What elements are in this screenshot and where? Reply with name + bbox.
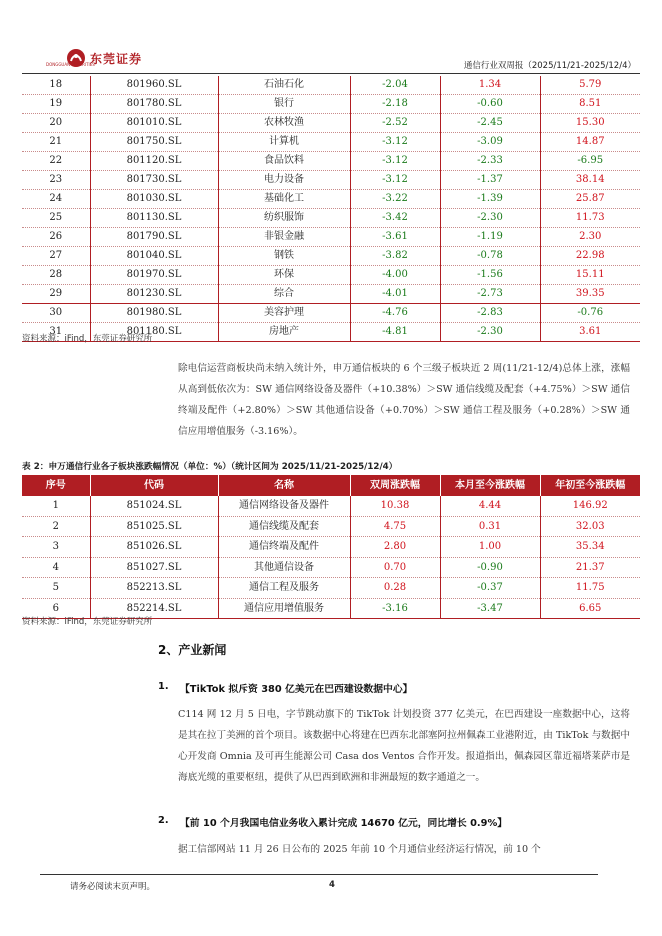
biweekly-change-cell: 2.80 bbox=[350, 537, 440, 558]
ytd-change-cell: 11.73 bbox=[540, 209, 640, 228]
table-row bbox=[22, 114, 640, 133]
mtd-change-cell: -0.37 bbox=[440, 578, 540, 599]
code-cell: 851025.SL bbox=[90, 516, 218, 537]
ytd-change-cell: 35.34 bbox=[540, 537, 640, 558]
table-row bbox=[22, 537, 640, 558]
mtd-change-cell: -0.78 bbox=[440, 247, 540, 266]
code-cell: 851027.SL bbox=[90, 557, 218, 578]
news-1-number: 1. bbox=[158, 681, 169, 692]
table-row bbox=[22, 516, 640, 537]
mtd-change-cell: -1.39 bbox=[440, 190, 540, 209]
rank-cell: 19 bbox=[22, 95, 90, 114]
table-row bbox=[22, 133, 640, 152]
mtd-change-cell: -1.37 bbox=[440, 171, 540, 190]
biweekly-change-cell: -3.12 bbox=[350, 171, 440, 190]
code-cell: 801230.SL bbox=[90, 285, 218, 304]
rank-cell: 24 bbox=[22, 190, 90, 209]
ytd-change-cell: 5.79 bbox=[540, 76, 640, 95]
biweekly-change-cell: -3.82 bbox=[350, 247, 440, 266]
ytd-change-cell: -6.95 bbox=[540, 152, 640, 171]
code-cell: 801750.SL bbox=[90, 133, 218, 152]
biweekly-change-cell: 4.75 bbox=[350, 516, 440, 537]
ytd-change-cell: 32.03 bbox=[540, 516, 640, 537]
name-cell: 基础化工 bbox=[218, 190, 350, 209]
table-row bbox=[22, 496, 640, 516]
rank-cell: 26 bbox=[22, 228, 90, 247]
name-cell: 石油石化 bbox=[218, 76, 350, 95]
rank-cell: 31 bbox=[22, 323, 90, 342]
header-divider bbox=[22, 73, 640, 74]
code-cell: 801130.SL bbox=[90, 209, 218, 228]
rank-cell: 28 bbox=[22, 266, 90, 285]
mtd-change-cell: -3.09 bbox=[440, 133, 540, 152]
biweekly-change-cell: 10.38 bbox=[350, 496, 440, 516]
rank-cell: 21 bbox=[22, 133, 90, 152]
mtd-change-cell: -2.83 bbox=[440, 304, 540, 323]
header-name: 名称 bbox=[218, 475, 350, 496]
subsector-table bbox=[22, 475, 640, 619]
name-cell: 通信线缆及配套 bbox=[218, 516, 350, 537]
header-mtd: 本月至今涨跌幅 bbox=[440, 475, 540, 496]
biweekly-change-cell: -3.12 bbox=[350, 152, 440, 171]
name-cell: 通信工程及服务 bbox=[218, 578, 350, 599]
ytd-change-cell: 6.65 bbox=[540, 598, 640, 619]
ytd-change-cell: 15.11 bbox=[540, 266, 640, 285]
table-row bbox=[22, 76, 640, 95]
biweekly-change-cell: -2.04 bbox=[350, 76, 440, 95]
rank-cell: 29 bbox=[22, 285, 90, 304]
name-cell: 通信网络设备及器件 bbox=[218, 496, 350, 516]
mtd-change-cell: -1.19 bbox=[440, 228, 540, 247]
news-2-title: 【前 10 个月我国电信业务收入累计完成 14670 亿元，同比增长 0.9%】 bbox=[180, 818, 508, 829]
name-cell: 电力设备 bbox=[218, 171, 350, 190]
rank-cell: 6 bbox=[22, 598, 90, 619]
code-cell: 801010.SL bbox=[90, 114, 218, 133]
report-title: 通信行业双周报（2025/11/21-2025/12/4） bbox=[463, 61, 636, 71]
name-cell: 通信终端及配件 bbox=[218, 537, 350, 558]
name-cell: 食品饮料 bbox=[218, 152, 350, 171]
table-row bbox=[22, 266, 640, 285]
name-cell: 钢铁 bbox=[218, 247, 350, 266]
name-cell: 银行 bbox=[218, 95, 350, 114]
table-row bbox=[22, 190, 640, 209]
rank-cell: 3 bbox=[22, 537, 90, 558]
mtd-change-cell: -2.30 bbox=[440, 323, 540, 342]
name-cell: 非银金融 bbox=[218, 228, 350, 247]
biweekly-change-cell: -2.52 bbox=[350, 114, 440, 133]
code-cell: 801030.SL bbox=[90, 190, 218, 209]
logo-subtitle: DONGGUAN SECURITIES bbox=[46, 62, 95, 67]
name-cell: 计算机 bbox=[218, 133, 350, 152]
biweekly-change-cell: -4.81 bbox=[350, 323, 440, 342]
code-cell: 851024.SL bbox=[90, 496, 218, 516]
name-cell: 美容护理 bbox=[218, 304, 350, 323]
ytd-change-cell: 38.14 bbox=[540, 171, 640, 190]
ytd-change-cell: 15.30 bbox=[540, 114, 640, 133]
name-cell: 房地产 bbox=[218, 323, 350, 342]
rank-cell: 27 bbox=[22, 247, 90, 266]
table2-source: 资料来源：iFind，东莞证券研究所 bbox=[22, 617, 153, 627]
footer-disclaimer: 请务必阅读末页声明。 bbox=[70, 882, 156, 892]
news-1-title: 【TikTok 拟斥资 380 亿美元在巴西建设数据中心】 bbox=[180, 684, 413, 695]
name-cell: 其他通信设备 bbox=[218, 557, 350, 578]
code-cell: 801780.SL bbox=[90, 95, 218, 114]
table-row bbox=[22, 228, 640, 247]
name-cell: 通信应用增值服务 bbox=[218, 598, 350, 619]
mtd-change-cell: 0.31 bbox=[440, 516, 540, 537]
table-row bbox=[22, 557, 640, 578]
name-cell: 纺织服饰 bbox=[218, 209, 350, 228]
mtd-change-cell: -2.30 bbox=[440, 209, 540, 228]
code-cell: 801970.SL bbox=[90, 266, 218, 285]
table1-source: 资料来源：iFind，东莞证券研究所 bbox=[22, 334, 153, 344]
ytd-change-cell: 14.87 bbox=[540, 133, 640, 152]
mtd-change-cell: -2.73 bbox=[440, 285, 540, 304]
ytd-change-cell: 146.92 bbox=[540, 496, 640, 516]
ytd-change-cell: -0.76 bbox=[540, 304, 640, 323]
biweekly-change-cell: -4.76 bbox=[350, 304, 440, 323]
section-title: 2、产业新闻 bbox=[158, 643, 227, 657]
mtd-change-cell: -0.60 bbox=[440, 95, 540, 114]
name-cell: 环保 bbox=[218, 266, 350, 285]
rank-cell: 30 bbox=[22, 304, 90, 323]
rank-cell: 25 bbox=[22, 209, 90, 228]
code-cell: 801730.SL bbox=[90, 171, 218, 190]
news-2-number: 2. bbox=[158, 815, 169, 826]
table2-header-row bbox=[22, 475, 640, 496]
rank-cell: 1 bbox=[22, 496, 90, 516]
ytd-change-cell: 39.35 bbox=[540, 285, 640, 304]
biweekly-change-cell: -3.42 bbox=[350, 209, 440, 228]
biweekly-change-cell: -2.18 bbox=[350, 95, 440, 114]
rank-cell: 23 bbox=[22, 171, 90, 190]
logo-text: 东莞证券 bbox=[90, 51, 143, 66]
code-cell: 852213.SL bbox=[90, 578, 218, 599]
header-rank: 序号 bbox=[22, 475, 90, 496]
mtd-change-cell: 1.34 bbox=[440, 76, 540, 95]
table-row bbox=[22, 152, 640, 171]
name-cell: 综合 bbox=[218, 285, 350, 304]
rank-cell: 2 bbox=[22, 516, 90, 537]
biweekly-change-cell: -4.00 bbox=[350, 266, 440, 285]
ytd-change-cell: 3.61 bbox=[540, 323, 640, 342]
table-row bbox=[22, 171, 640, 190]
rank-cell: 20 bbox=[22, 114, 90, 133]
table-row bbox=[22, 304, 640, 323]
mtd-change-cell: 1.00 bbox=[440, 537, 540, 558]
code-cell: 801120.SL bbox=[90, 152, 218, 171]
ytd-change-cell: 25.87 bbox=[540, 190, 640, 209]
code-cell: 851026.SL bbox=[90, 537, 218, 558]
mtd-change-cell: -1.56 bbox=[440, 266, 540, 285]
ytd-change-cell: 11.75 bbox=[540, 578, 640, 599]
biweekly-change-cell: -3.61 bbox=[350, 228, 440, 247]
page-header bbox=[22, 44, 640, 74]
header-ytd: 年初至今涨跌幅 bbox=[540, 475, 640, 496]
mtd-change-cell: -3.47 bbox=[440, 598, 540, 619]
mtd-change-cell: -0.90 bbox=[440, 557, 540, 578]
mtd-change-cell: -2.33 bbox=[440, 152, 540, 171]
biweekly-change-cell: 0.28 bbox=[350, 578, 440, 599]
code-cell: 801960.SL bbox=[90, 76, 218, 95]
ytd-change-cell: 8.51 bbox=[540, 95, 640, 114]
biweekly-change-cell: -3.16 bbox=[350, 598, 440, 619]
biweekly-change-cell: 0.70 bbox=[350, 557, 440, 578]
page-number: 4 bbox=[329, 880, 335, 890]
industry-ranking-table bbox=[22, 76, 640, 342]
biweekly-change-cell: -4.01 bbox=[350, 285, 440, 304]
ytd-change-cell: 21.37 bbox=[540, 557, 640, 578]
ytd-change-cell: 22.98 bbox=[540, 247, 640, 266]
footer-divider bbox=[40, 874, 598, 875]
rank-cell: 22 bbox=[22, 152, 90, 171]
code-cell: 801790.SL bbox=[90, 228, 218, 247]
name-cell: 农林牧渔 bbox=[218, 114, 350, 133]
ytd-change-cell: 2.30 bbox=[540, 228, 640, 247]
code-cell: 801040.SL bbox=[90, 247, 218, 266]
table-row bbox=[22, 209, 640, 228]
code-cell: 801180.SL bbox=[90, 323, 218, 342]
table-row bbox=[22, 578, 640, 599]
mtd-change-cell: 4.44 bbox=[440, 496, 540, 516]
news-1-body: C114 网 12 月 5 日电，字节跳动旗下的 TikTok 计划投资 377 亿美元，在巴西建设一座数据中心，这将是其在拉丁美洲的首个项目。该数据中心将建在巴西东北部塞阿拉州佩森工业港附近，由 TikTok 与数据中心开发商 Omnia 及可再生能源公司 Casa dos Ventos 合作开发。报道指出，佩森园区靠近福塔莱萨市是海底光缆的重要枢纽，提供了从巴西到欧洲和非洲最短的数字通道之一。 bbox=[178, 709, 630, 783]
subsector-summary-paragraph: 除电信运营商板块尚未纳入统计外，申万通信板块的 6 个三级子板块近 2 周(11/21-12/4)总体上涨，涨幅从高到低依次为：SW 通信网络设备及器件（+10.38%）＞SW 通信线缆及配套（+4.75%）＞SW 通信终端及配件（+2.80%）＞SW 其他通信设备（+0.70%）＞SW 通信工程及服务（+0.28%）＞SW 通信应用增值服务（-3.16%）。 bbox=[178, 363, 630, 437]
code-cell: 801980.SL bbox=[90, 304, 218, 323]
biweekly-change-cell: -3.12 bbox=[350, 133, 440, 152]
table-row bbox=[22, 247, 640, 266]
table2-caption: 表 2：申万通信行业各子板块涨跌幅情况（单位：%）（统计区间为 2025/11/21-2025/12/4） bbox=[22, 462, 398, 472]
rank-cell: 18 bbox=[22, 76, 90, 95]
news-2-body: 据工信部网站 11 月 26 日公布的 2025 年前 10 个月通信业经济运行情况，前 10 个 bbox=[178, 844, 541, 855]
code-cell: 852214.SL bbox=[90, 598, 218, 619]
rank-cell: 5 bbox=[22, 578, 90, 599]
table-row bbox=[22, 95, 640, 114]
table-row bbox=[22, 285, 640, 304]
header-biweekly: 双周涨跌幅 bbox=[350, 475, 440, 496]
header-code: 代码 bbox=[90, 475, 218, 496]
biweekly-change-cell: -3.22 bbox=[350, 190, 440, 209]
rank-cell: 4 bbox=[22, 557, 90, 578]
mtd-change-cell: -2.45 bbox=[440, 114, 540, 133]
